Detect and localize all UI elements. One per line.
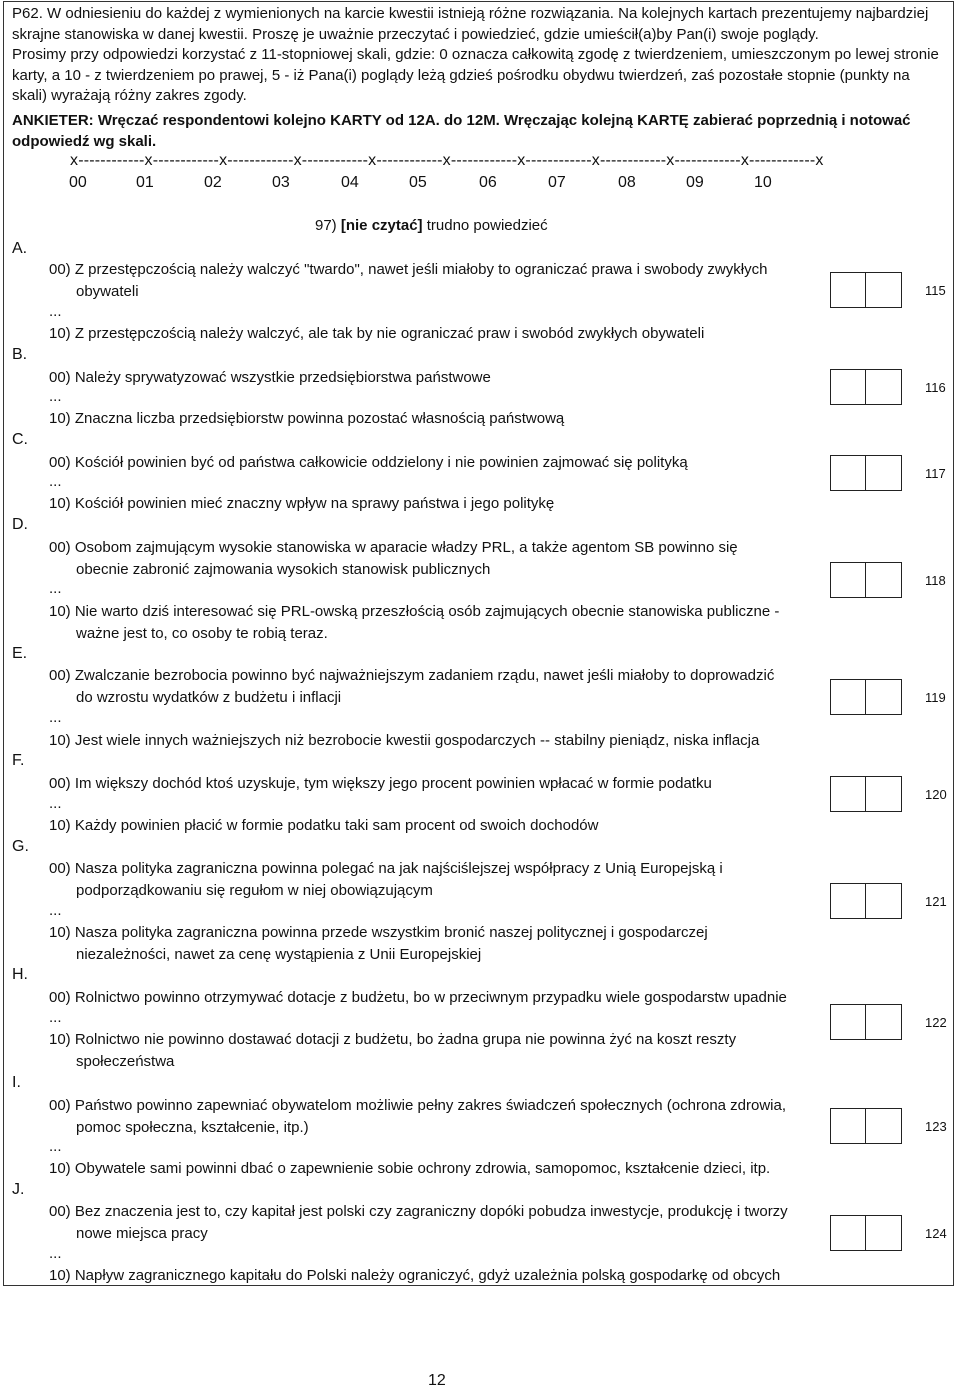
item-right-statement: 10) Nie warto dziś interesować się PRL-owską przeszłością osób zajmujących obecnie stanowiska publiczne - ważne jest to, co osoby te robią teraz.	[49, 603, 780, 642]
item-left-statement: 00) Nasza polityka zagraniczna powinna polegać na jak najściślejszej współpracy z Unią Europejską i podporządkowaniu się regułom w niej obowiązującym	[49, 860, 723, 899]
ellipsis: ...	[49, 1245, 62, 1262]
answer-boxes[interactable]	[830, 1215, 902, 1251]
item-letter: E.	[12, 645, 28, 662]
item-left-statement: 00) Należy sprywatyzować wszystkie przedsiębiorstwa państwowe	[49, 369, 491, 386]
item-letter: D.	[12, 516, 28, 533]
item-left-statement: 00) Im większy dochód ktoś uzyskuje, tym większy jego procent powinien wpłacać w formie podatku	[49, 775, 712, 792]
item-left-statement: 00) Osobom zajmującym wysokie stanowiska w aparacie władzy PRL, a także agentom SB powinno się obecnie zabronić zajmowania wysokich stanowisk publicznych	[49, 539, 738, 578]
scale-number: 07	[548, 174, 566, 191]
item-left-statement: 00) Z przestępczością należy walczyć "twardo", nawet jeśli miałoby to ograniczać prawa i swobody zwykłych obywateli	[49, 261, 768, 300]
scale-line: x------------x------------x------------x------------x------------x------------x------------x------------x------------x------------x	[70, 152, 824, 169]
scale-number: 05	[409, 174, 427, 191]
item-right-statement: 10) Z przestępczością należy walczyć, ale tak by nie ograniczać praw i swobód zwykłych obywateli	[49, 325, 705, 342]
item-right-statement: 10) Nasza polityka zagraniczna powinna przede wszystkim bronić naszej politycznej i gospodarczej niezależności, nawet za cenę wystąpienia z Unii Europejskiej	[49, 924, 708, 963]
intro-paragraph-2: Prosimy przy odpowiedzi korzystać z 11-stopniowej skali, gdzie: 0 oznacza całkowitą zgodę z twierdzeniem, umieszczonym po lewej stronie karty, a 10 - z twierdzeniem po prawej, 5 - iż Pana(i) poglądy leżą gdzieś pośrodku obydwu twierdzeń, zaś pozostałe stopnie (punkty na skali) wyrażają różny zakres zgody.	[12, 46, 939, 104]
scale-number: 04	[341, 174, 359, 191]
item-left-statement: 00) Bez znaczenia jest to, czy kapitał jest polski czy zagraniczny dopóki pobudza inwestycje, produkcję i tworzy nowe miejsca pracy	[49, 1203, 788, 1242]
column-number: 120	[925, 787, 947, 802]
ellipsis: ...	[49, 795, 62, 812]
column-number: 117	[925, 466, 946, 481]
item-left-statement: 00) Kościół powinien być od państwa całkowicie oddzielony i nie powinien zajmować się polityką	[49, 454, 688, 471]
scale-number: 08	[618, 174, 636, 191]
item-right-statement: 10) Obywatele sami powinni dbać o zapewnienie sobie ochrony zdrowia, samopomoc, kształcenie dzieci, itp.	[49, 1160, 771, 1177]
scale-numbers	[0, 174, 960, 196]
answer-boxes[interactable]	[830, 776, 902, 812]
column-number: 118	[925, 573, 946, 588]
item-letter: C.	[12, 431, 28, 448]
intro-paragraph-1: P62. W odniesieniu do każdej z wymienionych na karcie kwestii istnieją różne rozwiązania. Na kolejnych kartach prezentujemy najbardziej skrajne stanowiska w danej kwestii. Proszę je uważnie przeczytać i powiedzieć, gdzie umieścił(a)by Pan(i) swoje poglądy.	[12, 5, 929, 43]
column-number: 115	[925, 283, 946, 298]
answer-boxes[interactable]	[830, 1004, 902, 1040]
item-letter: I.	[12, 1074, 21, 1091]
ellipsis: ...	[49, 709, 62, 726]
answer-boxes[interactable]	[830, 562, 902, 598]
column-number: 123	[925, 1119, 947, 1134]
ellipsis: ...	[49, 473, 62, 490]
item-letter: B.	[12, 346, 28, 363]
item-letter: H.	[12, 966, 28, 983]
item-right-statement: 10) Każdy powinien płacić w formie podatku taki sam procent od swoich dochodów	[49, 817, 599, 834]
scale-number: 06	[479, 174, 497, 191]
scale-number: 01	[136, 174, 154, 191]
answer-boxes[interactable]	[830, 1108, 902, 1144]
interviewer-instruction: ANKIETER: Wręczać respondentowi kolejno KARTY od 12A. do 12M. Wręczając kolejną KARTĘ zabierać poprzednią i notować odpowiedź wg skali.	[12, 112, 911, 150]
item-left-statement: 00) Zwalczanie bezrobocia powinno być najważniejszym zadaniem rządu, nawet jeśli miałoby to doprowadzić do wzrostu wydatków z budżetu i inflacji	[49, 667, 775, 706]
scale-number: 09	[686, 174, 704, 191]
answer-boxes[interactable]	[830, 272, 902, 308]
item-left-statement: 00) Rolnictwo powinno otrzymywać dotacje z budżetu, bo w przeciwnym przypadku wiele gospodarstw upadnie	[49, 989, 787, 1006]
scale-number: 03	[272, 174, 290, 191]
column-number: 122	[925, 1015, 947, 1030]
item-right-statement: 10) Znaczna liczba przedsiębiorstw powinna pozostać własnością państwową	[49, 410, 565, 427]
page-number: 12	[428, 1372, 446, 1389]
ellipsis: ...	[49, 388, 62, 405]
item-letter: G.	[12, 838, 29, 855]
item-letter: A.	[12, 240, 28, 257]
item-right-statement: 10) Kościół powinien mieć znaczny wpływ na sprawy państwa i jego politykę	[49, 495, 555, 512]
ellipsis: ...	[49, 1138, 62, 1155]
item-letter: J.	[12, 1181, 25, 1198]
ellipsis: ...	[49, 580, 62, 597]
dont-know-option: 97) [nie czytać] trudno powiedzieć	[315, 217, 548, 234]
scale-number: 02	[204, 174, 222, 191]
item-right-statement: 10) Jest wiele innych ważniejszych niż bezrobocie kwestii gospodarczych -- stabilny pieniądz, niska inflacja	[49, 732, 760, 749]
answer-boxes[interactable]	[830, 883, 902, 919]
ellipsis: ...	[49, 902, 62, 919]
scale-number: 10	[754, 174, 772, 191]
ellipsis: ...	[49, 303, 62, 320]
answer-boxes[interactable]	[830, 369, 902, 405]
column-number: 121	[925, 894, 947, 909]
column-number: 124	[925, 1226, 947, 1241]
item-right-statement: 10) Rolnictwo nie powinno dostawać dotacji z budżetu, bo żadna grupa nie powinna żyć na koszt reszty społeczeństwa	[49, 1031, 737, 1070]
answer-boxes[interactable]	[830, 455, 902, 491]
column-number: 119	[925, 690, 946, 705]
item-left-statement: 00) Państwo powinno zapewniać obywatelom możliwie pełny zakres świadczeń społecznych (ochrona zdrowia, pomoc społeczna, kształcenie, itp.)	[49, 1097, 787, 1136]
ellipsis: ...	[49, 1009, 62, 1026]
question-intro	[12, 4, 947, 107]
item-letter: F.	[12, 752, 25, 769]
scale-number: 00	[69, 174, 87, 191]
answer-boxes[interactable]	[830, 679, 902, 715]
item-right-statement: 10) Napływ zagranicznego kapitału do Polski należy ograniczyć, gdyż uzależnia polską gospodarkę od obcych	[49, 1267, 781, 1284]
column-number: 116	[925, 380, 946, 395]
